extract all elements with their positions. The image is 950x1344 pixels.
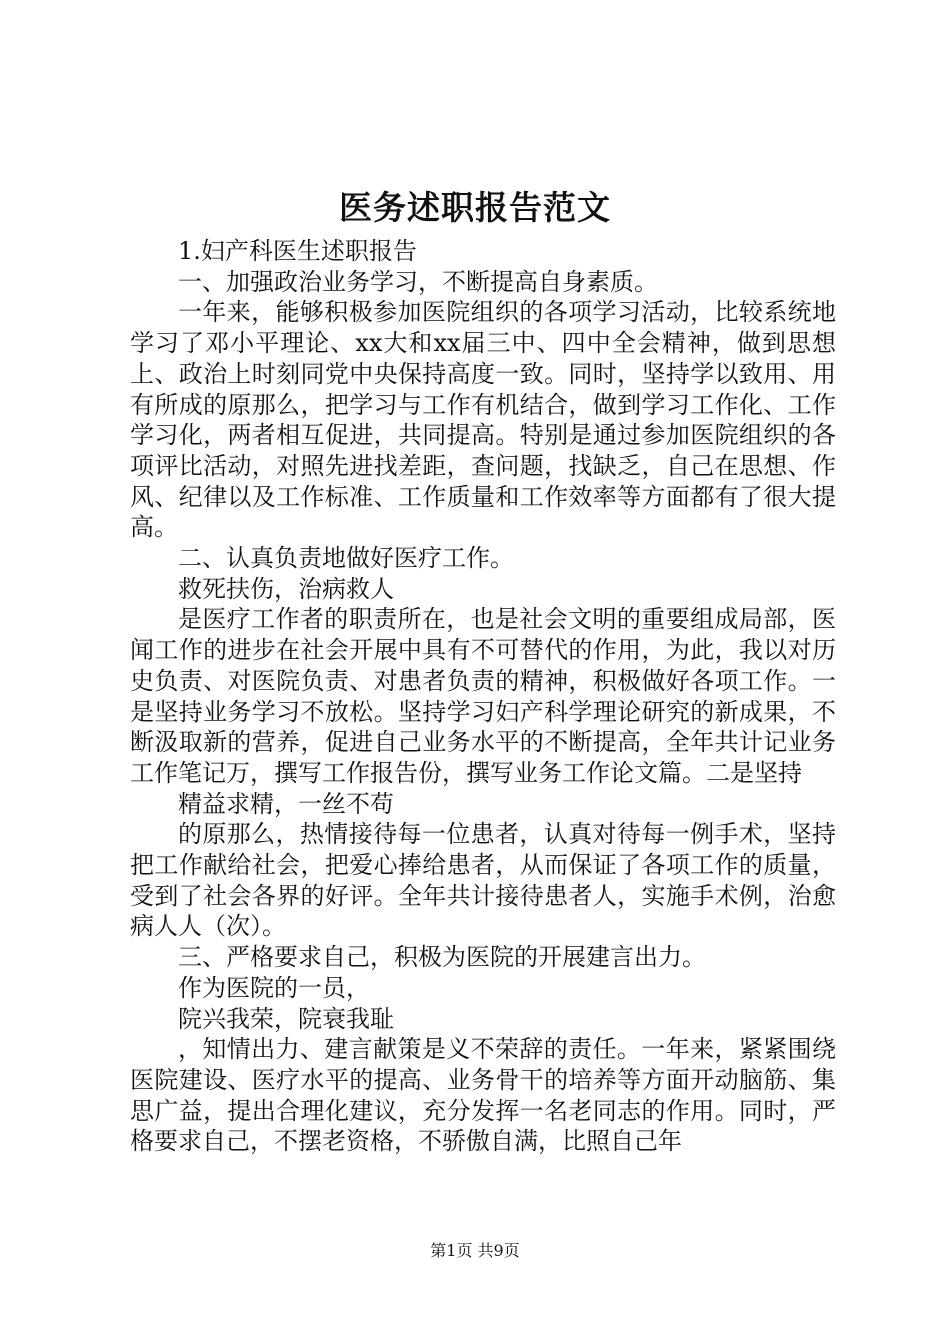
page-number-footer: 第1页 共9页: [430, 1241, 520, 1260]
section-heading: 1.妇产科医生述职报告: [178, 237, 417, 265]
paragraph: 的原那么，热情接待每一位患者，认真对待每一例手术，坚持把工作献给社会，把爱心捧给患者，从而保证了各项工作的质量，受到了社会各界的好评。全年共计接待患者人，实施手术例，治愈病人人（次）。: [130, 820, 836, 941]
document-title: 医务述职报告范文: [339, 188, 611, 227]
paragraph: 救死扶伤，治病救人: [178, 574, 394, 603]
paragraph: 作为医院的一员，: [178, 973, 370, 1002]
paragraph: 精益求精，一丝不苟: [178, 789, 394, 818]
paragraph: ，知情出力、建言献策是义不荣辞的责任。一年来，紧紧围绕医院建设、医疗水平的提高、业务骨干的培养等方面开动脑筋、集思广益，提出合理化建议，充分发挥一名老同志的作用。同时，严格要求自己，不摆老资格，不骄傲自满，比照自己年: [130, 1035, 836, 1156]
subsection-heading: 二、认真负责地做好医疗工作。: [178, 544, 514, 573]
paragraph: 院兴我荣，院衰我耻: [178, 1004, 394, 1033]
paragraph: 一年来，能够积极参加医院组织的各项学习活动，比较系统地学习了邓小平理论、xx大和xx届三中、四中全会精神，做到思想上、政治上时刻同党中央保持高度一致。同时，坚持学以致用、用有所成的原那么，把学习与工作有机结合，做到学习工作化、工作学习化，两者相互促进，共同提高。特别是通过参加医院组织的各项评比活动，对照先进找差距，查问题，找缺乏，自己在思想、作风、纪律以及工作标准、工作质量和工作效率等方面都有了很大提高。: [130, 298, 836, 542]
subsection-heading: 一、加强政治业务学习，不断提高自身素质。: [178, 267, 658, 296]
subsection-heading: 三、严格要求自己，积极为医院的开展建言出力。: [178, 943, 706, 972]
document-body: [130, 236, 836, 1157]
paragraph: 是医疗工作者的职责所在，也是社会文明的重要组成局部，医闻工作的进步在社会开展中具有不可替代的作用，为此，我以对历史负责、对医院负责、对患者负责的精神，积极做好各项工作。一是坚持业务学习不放松。坚持学习妇产科学理论研究的新成果，不断汲取新的营养，促进自己业务水平的不断提高，全年共计记业务工作笔记万，撰写工作报告份，撰写业务工作论文篇。二是坚持: [130, 605, 836, 787]
